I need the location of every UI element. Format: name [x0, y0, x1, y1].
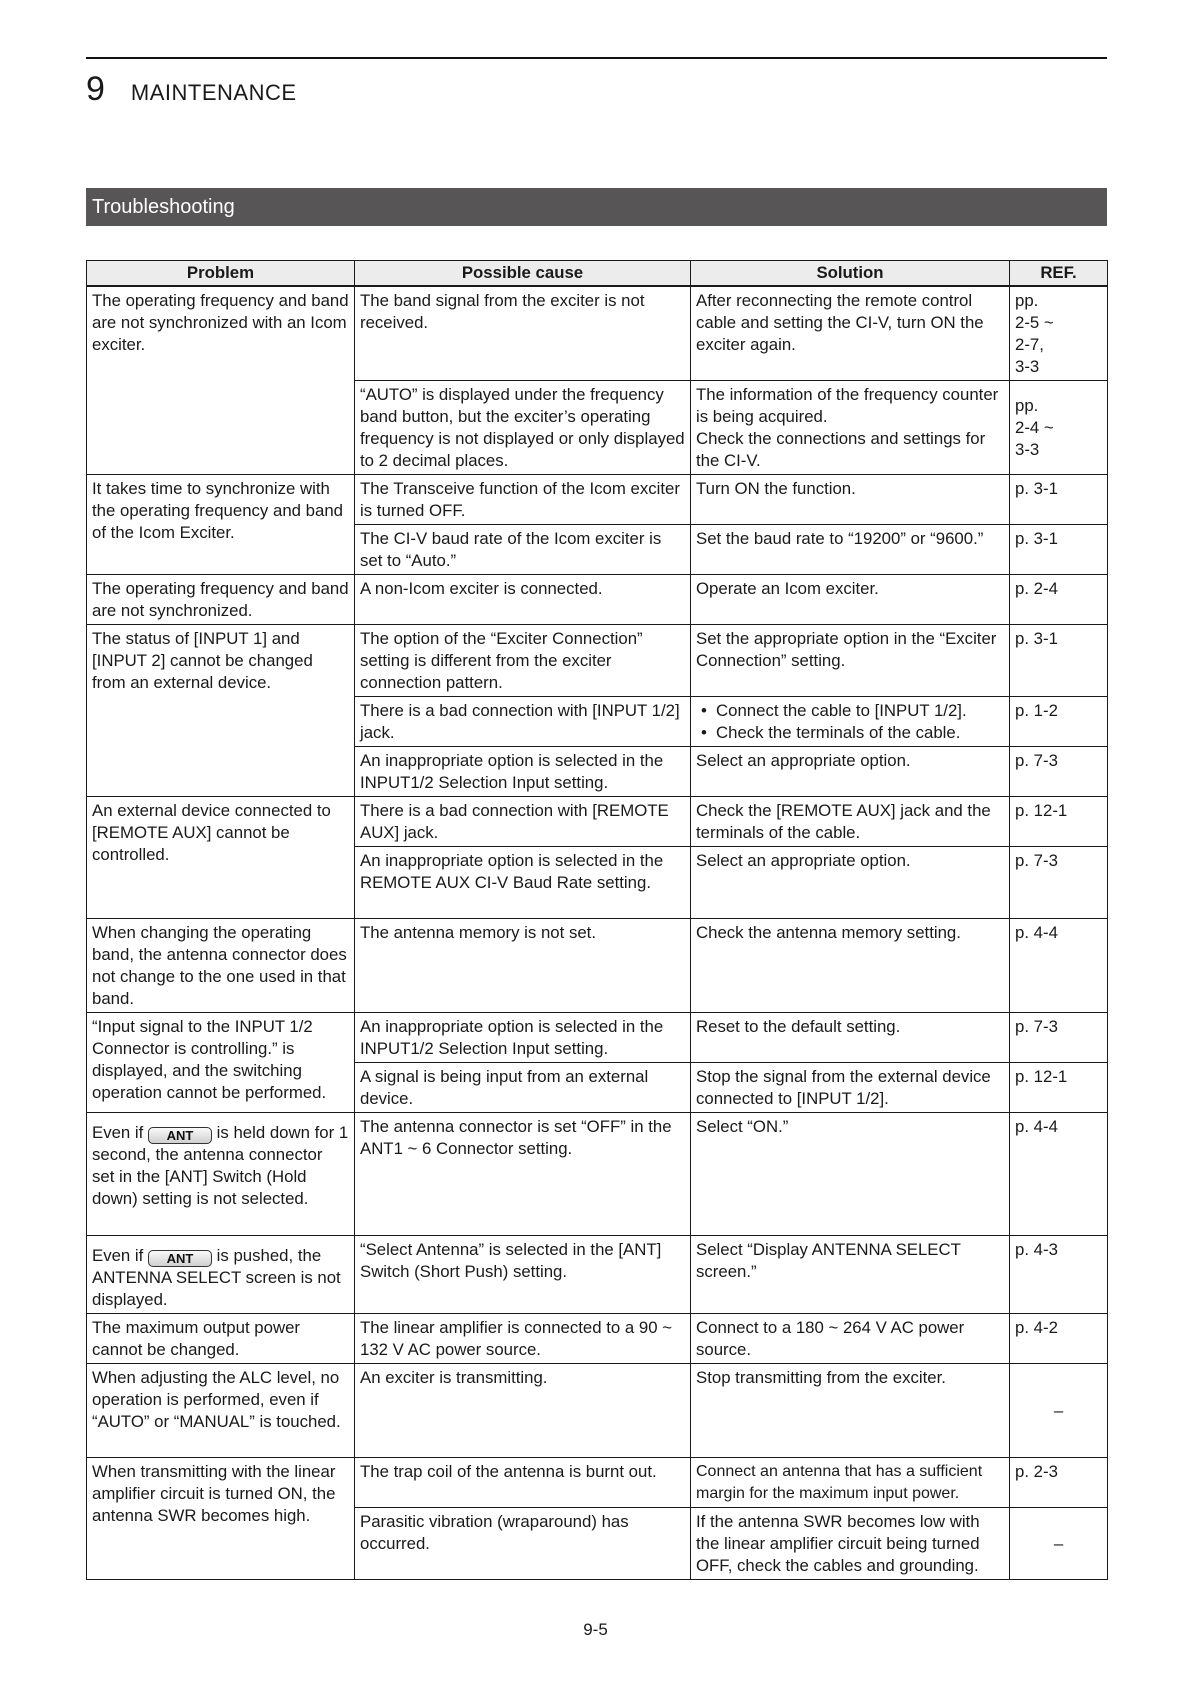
ref-cell: p. 3-1 — [1010, 475, 1108, 525]
solution-cell — [691, 697, 1010, 747]
table-header-row — [87, 261, 1108, 287]
ref-cell: p. 2-4 — [1010, 575, 1108, 625]
ref-cell: p. 12-1 — [1010, 797, 1108, 847]
chapter-heading — [86, 70, 297, 109]
problem-cell: The operating frequency and band are not synchronized with an Icom exciter. — [87, 286, 355, 475]
ref-cell: p. 12-1 — [1010, 1063, 1108, 1113]
table-row — [87, 286, 1108, 381]
cause-cell: The CI-V baud rate of the Icom exciter is set to “Auto.” — [355, 525, 691, 575]
table-row — [87, 1458, 1108, 1508]
table-row — [87, 1236, 1108, 1314]
ref-cell: p. 7-3 — [1010, 747, 1108, 797]
table-row — [87, 625, 1108, 697]
problem-cell — [87, 1236, 355, 1314]
ref-cell: p. 3-1 — [1010, 525, 1108, 575]
ref-cell: pp. 2-4 ~ 3-3 — [1010, 381, 1108, 475]
solution-cell: After reconnecting the remote control cable and setting the CI-V, turn ON the exciter again. — [691, 286, 1010, 381]
table-row — [87, 1314, 1108, 1364]
solution-cell: Select an appropriate option. — [691, 847, 1010, 919]
chapter-title: MAINTENANCE — [130, 80, 297, 105]
cause-cell: A signal is being input from an external device. — [355, 1063, 691, 1113]
solution-line: The information of the frequency counter is being acquired. — [696, 385, 999, 426]
cause-cell: The trap coil of the antenna is burnt out. — [355, 1458, 691, 1508]
solution-cell: Select “Display ANTENNA SELECT screen.” — [691, 1236, 1010, 1314]
solution-cell: Turn ON the function. — [691, 475, 1010, 525]
top-rule — [86, 57, 1107, 59]
problem-cell — [87, 1113, 355, 1236]
cause-cell: Parasitic vibration (wraparound) has occurred. — [355, 1508, 691, 1580]
header-solution: Solution — [691, 261, 1010, 287]
table-row — [87, 575, 1108, 625]
solution-cell: Set the baud rate to “19200” or “9600.” — [691, 525, 1010, 575]
solution-cell: Stop transmitting from the exciter. — [691, 1364, 1010, 1458]
problem-cell: The maximum output power cannot be changed. — [87, 1314, 355, 1364]
cause-cell: There is a bad connection with [INPUT 1/2] jack. — [355, 697, 691, 747]
cause-cell: A non-Icom exciter is connected. — [355, 575, 691, 625]
page-number: 9-5 — [583, 1620, 608, 1639]
solution-cell: Check the antenna memory setting. — [691, 919, 1010, 1013]
ref-cell: p. 4-4 — [1010, 1113, 1108, 1236]
problem-cell: The operating frequency and band are not synchronized. — [87, 575, 355, 625]
solution-cell: Select “ON.” — [691, 1113, 1010, 1236]
cause-cell: The antenna memory is not set. — [355, 919, 691, 1013]
cause-cell: The Transceive function of the Icom exciter is turned OFF. — [355, 475, 691, 525]
ref-cell: p. 4-2 — [1010, 1314, 1108, 1364]
problem-cell: When changing the operating band, the antenna connector does not change to the one used in that band. — [87, 919, 355, 1013]
problem-cell: “Input signal to the INPUT 1/2 Connector is controlling.” is displayed, and the switching operation cannot be performed. — [87, 1013, 355, 1113]
cause-cell: The linear amplifier is connected to a 90 ~ 132 V AC power source. — [355, 1314, 691, 1364]
table-row — [87, 797, 1108, 847]
cause-cell: An inappropriate option is selected in the REMOTE AUX CI-V Baud Rate setting. — [355, 847, 691, 919]
cause-cell: An exciter is transmitting. — [355, 1364, 691, 1458]
solution-bullet: • Check the terminals of the cable. — [696, 722, 1004, 744]
problem-cell: When transmitting with the linear amplifier circuit is turned ON, the antenna SWR becomes high. — [87, 1458, 355, 1580]
problem-cell: The status of [INPUT 1] and [INPUT 2] cannot be changed from an external device. — [87, 625, 355, 797]
ref-cell: p. 2-3 — [1010, 1458, 1108, 1508]
solution-cell — [691, 381, 1010, 475]
table-row — [87, 1113, 1108, 1236]
solution-cell: Connect to a 180 ~ 264 V AC power source. — [691, 1314, 1010, 1364]
problem-cell: When adjusting the ALC level, no operation is performed, even if “AUTO” or “MANUAL” is touched. — [87, 1364, 355, 1458]
solution-bullet: • Connect the cable to [INPUT 1/2]. — [696, 700, 1004, 722]
cause-cell: The band signal from the exciter is not received. — [355, 286, 691, 381]
ant-key-icon: ANT — [148, 1250, 212, 1267]
ref-cell: p. 3-1 — [1010, 625, 1108, 697]
cause-cell: There is a bad connection with [REMOTE AUX] jack. — [355, 797, 691, 847]
table-row — [87, 1013, 1108, 1063]
ref-cell: p. 1-2 — [1010, 697, 1108, 747]
solution-cell: Stop the signal from the external device connected to [INPUT 1/2]. — [691, 1063, 1010, 1113]
problem-text-post: is pushed, the ANTENNA SELECT screen is not displayed. — [92, 1246, 341, 1309]
solution-cell: Select an appropriate option. — [691, 747, 1010, 797]
cause-cell: “AUTO” is displayed under the frequency band button, but the exciter’s operating frequency is not displayed or only displayed to 2 decimal places. — [355, 381, 691, 475]
ref-cell: p. 4-3 — [1010, 1236, 1108, 1314]
solution-bullet-list — [696, 700, 1004, 744]
ref-cell: p. 7-3 — [1010, 847, 1108, 919]
solution-cell: Connect an antenna that has a sufficient margin for the maximum input power. — [691, 1458, 1010, 1508]
header-ref: REF. — [1010, 261, 1108, 287]
problem-text-post: is held down for 1 second, the antenna connector set in the [ANT] Switch (Hold down) setting is not selected. — [92, 1123, 349, 1208]
solution-cell: Check the [REMOTE AUX] jack and the terminals of the cable. — [691, 797, 1010, 847]
cause-cell: The option of the “Exciter Connection” setting is different from the exciter connection pattern. — [355, 625, 691, 697]
table-row — [87, 1364, 1108, 1458]
solution-line: Check the connections and settings for the CI-V. — [696, 429, 986, 470]
table-row — [87, 475, 1108, 525]
table-row — [87, 919, 1108, 1013]
header-problem: Problem — [87, 261, 355, 287]
cause-cell: An inappropriate option is selected in the INPUT1/2 Selection Input setting. — [355, 747, 691, 797]
problem-cell: An external device connected to [REMOTE AUX] cannot be controlled. — [87, 797, 355, 919]
troubleshooting-table — [86, 260, 1108, 1580]
ref-cell: pp. 2-5 ~ 2-7, 3-3 — [1010, 286, 1108, 381]
ant-key-icon: ANT — [148, 1127, 212, 1144]
solution-cell: If the antenna SWR becomes low with the linear amplifier circuit being turned OFF, check the cables and grounding. — [691, 1508, 1010, 1580]
cause-cell: The antenna connector is set “OFF” in the ANT1 ~ 6 Connector setting. — [355, 1113, 691, 1236]
cause-cell: An inappropriate option is selected in the INPUT1/2 Selection Input setting. — [355, 1013, 691, 1063]
header-possible-cause: Possible cause — [355, 261, 691, 287]
section-title: Troubleshooting — [86, 188, 1107, 226]
chapter-number: 9 — [86, 70, 105, 108]
ref-cell: p. 4-4 — [1010, 919, 1108, 1013]
solution-cell: Operate an Icom exciter. — [691, 575, 1010, 625]
ref-cell: – — [1010, 1508, 1108, 1580]
problem-text-pre: Even if — [92, 1246, 144, 1265]
solution-cell: Reset to the default setting. — [691, 1013, 1010, 1063]
problem-text-pre: Even if — [92, 1123, 144, 1142]
solution-cell: Set the appropriate option in the “Exciter Connection” setting. — [691, 625, 1010, 697]
ref-cell: p. 7-3 — [1010, 1013, 1108, 1063]
problem-cell: It takes time to synchronize with the operating frequency and band of the Icom Exciter. — [87, 475, 355, 575]
cause-cell: “Select Antenna” is selected in the [ANT] Switch (Short Push) setting. — [355, 1236, 691, 1314]
ref-cell: – — [1010, 1364, 1108, 1458]
